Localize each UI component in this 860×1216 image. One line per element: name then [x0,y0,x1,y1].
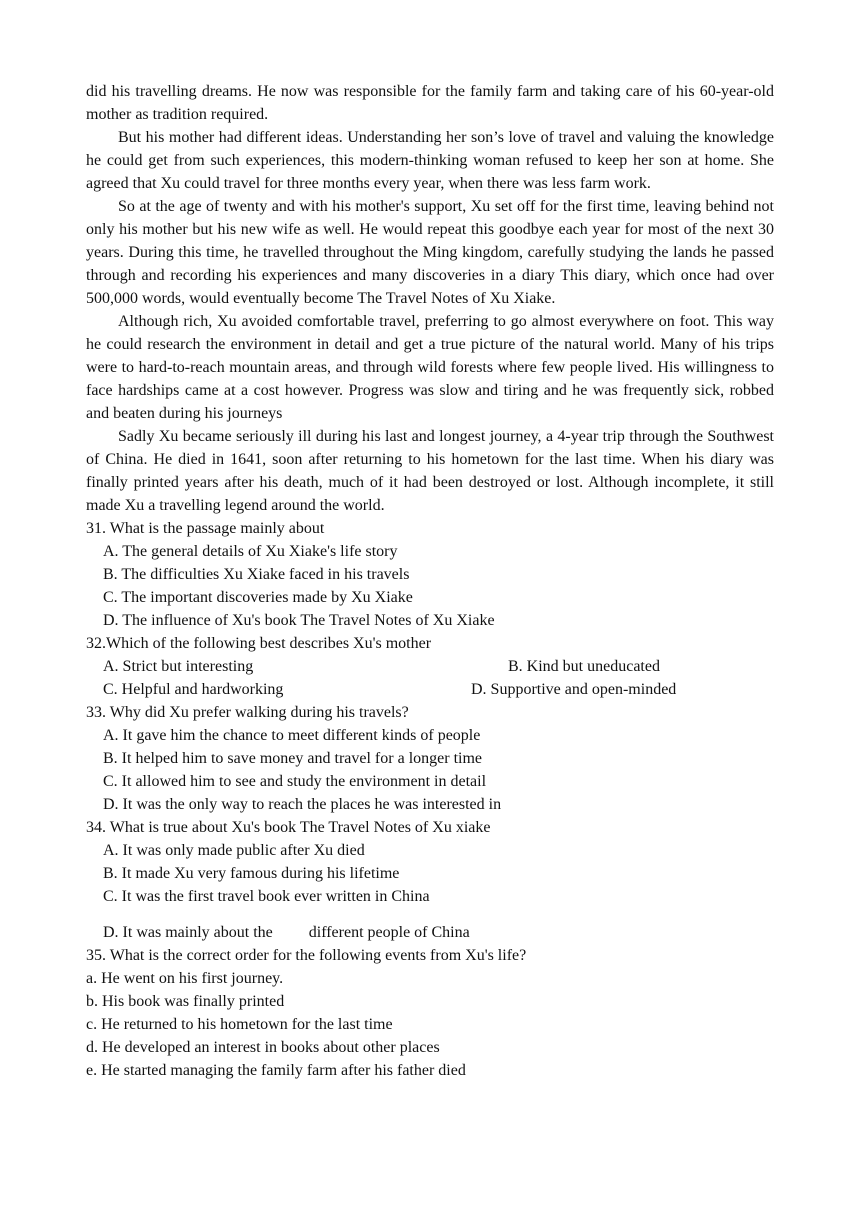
option-a: A. It gave him the chance to meet different kinds of people [103,727,481,744]
passage-paragraph: So at the age of twenty and with his mother's support, Xu set off for the first time, leaving behind not only his mother but his new wife as well. He would repeat this goodbye each year for most of the next 30 years. During this time, he travelled throughout the Ming kingdom, carefully studying the lands he passed through and recording his experiences and many discoveries in a diary This diary, which once had over 500,000 words, would eventually become The Travel Notes of Xu Xiake. [86,198,774,307]
passage-paragraph: But his mother had different ideas. Understanding her son’s love of travel and valuing the knowledge he could get from such experiences, this modern-thinking woman refused to keep her son at home. She agreed that Xu could travel for three months every year, when there was less farm work. [86,129,774,192]
passage-paragraph: did his travelling dreams. He now was responsible for the family farm and taking care of his 60-year-old mother as tradition required. [86,83,774,123]
question-31 [86,517,774,632]
option-a: A. The general details of Xu Xiake's life story [103,543,398,560]
event-d: d. He developed an interest in books about other places [86,1039,440,1056]
question-stem: 34. What is true about Xu's book The Travel Notes of Xu xiake [86,819,491,836]
passage-paragraph: Although rich, Xu avoided comfortable travel, preferring to go almost everywhere on foot. This way he could research the environment in detail and get a true picture of the natural world. Many of his trips were to hard-to-reach mountain areas, and through wild forests where few people lived. His willingness to face hardships came at a cost however. Progress was slow and tiring and he was frequently sick, robbed and beaten during his journeys [86,313,774,422]
option-a: A. It was only made public after Xu died [103,842,365,859]
passage-paragraph: Sadly Xu became seriously ill during his last and longest journey, a 4-year trip through the Southwest of China. He died in 1641, soon after returning to his hometown for the last time. When his diary was finally printed years after his death, much of it had been destroyed or lost. Although incomplete, it still made Xu a travelling legend around the world. [86,428,774,514]
option-c: C. Helpful and hardworking [103,681,284,698]
option-d: D. The influence of Xu's book The Travel Notes of Xu Xiake [103,612,495,629]
option-d: D. Supportive and open-minded [471,681,677,698]
option-b: B. Kind but uneducated [508,658,660,675]
question-34 [86,816,774,944]
option-b: B. The difficulties Xu Xiake faced in his travels [103,566,410,583]
question-35 [86,944,774,1082]
event-e: e. He started managing the family farm after his father died [86,1062,466,1079]
option-b: B. It made Xu very famous during his lifetime [103,865,400,882]
question-stem: 31. What is the passage mainly about [86,520,325,537]
event-a: a. He went on his first journey. [86,970,284,987]
question-32 [86,632,774,701]
option-c: C. It allowed him to see and study the environment in detail [103,773,487,790]
option-a: A. Strict but interesting [103,658,254,675]
question-stem: 33. Why did Xu prefer walking during his travels? [86,704,409,721]
option-row [86,655,774,678]
question-stem: 35. What is the correct order for the following events from Xu's life? [86,947,527,964]
event-c: c. He returned to his hometown for the last time [86,1016,393,1033]
question-stem: 32.Which of the following best describes Xu's mother [86,635,432,652]
spacer [86,908,774,921]
exam-page [86,80,774,1082]
event-b: b. His book was finally printed [86,993,285,1010]
option-row [86,678,774,701]
option-d: D. It was mainly about the different people of China [103,924,470,941]
question-33 [86,701,774,816]
option-b: B. It helped him to save money and travel for a longer time [103,750,482,767]
option-c: C. It was the first travel book ever written in China [103,888,430,905]
option-d: D. It was the only way to reach the places he was interested in [103,796,502,813]
option-c: C. The important discoveries made by Xu Xiake [103,589,413,606]
